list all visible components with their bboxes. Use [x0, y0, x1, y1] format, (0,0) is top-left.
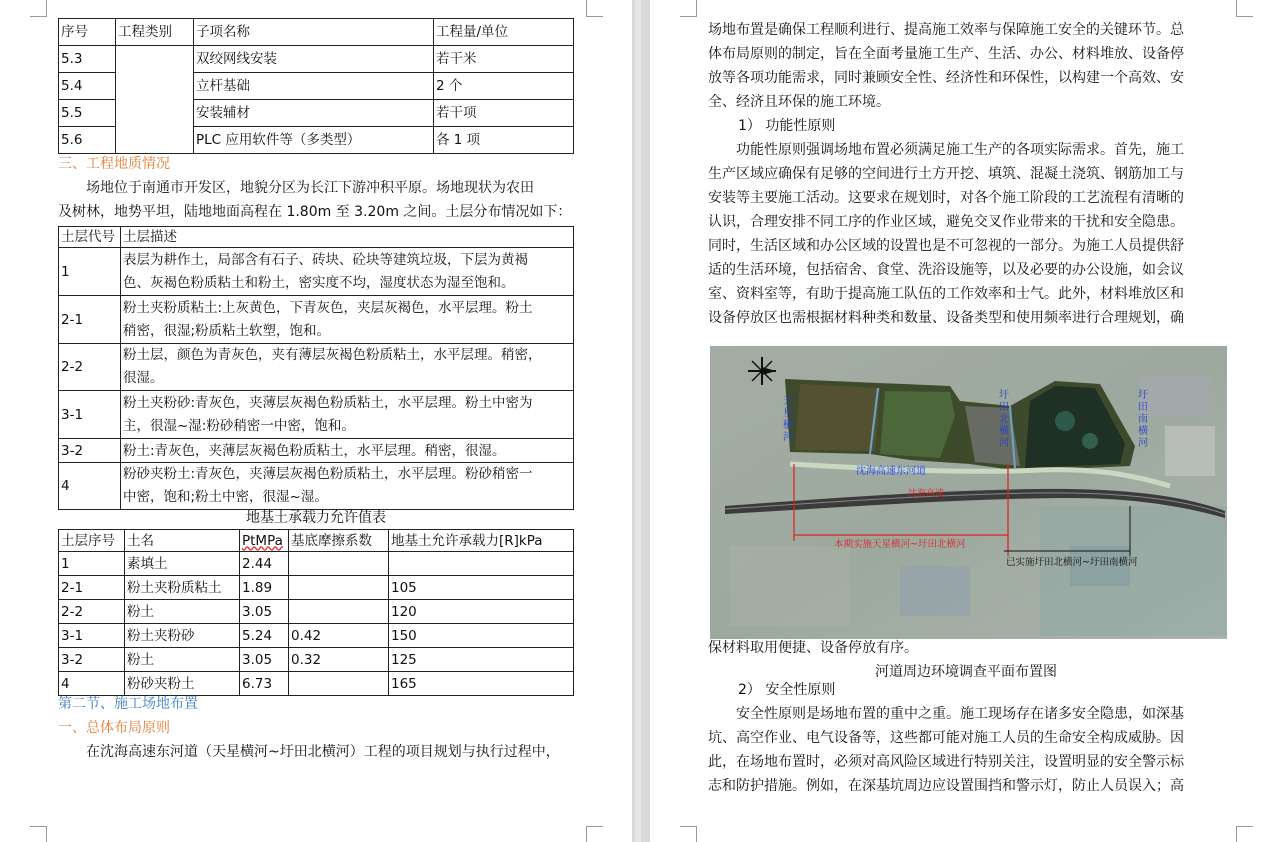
table-cell: 素填土	[125, 552, 240, 576]
soil-layer-table	[58, 226, 574, 510]
paragraph-line: 及树林，地势平坦，陆地地面高程在 1.80m 至 3.20m 之间。土层分布情况如下：	[58, 204, 572, 220]
table-cell: 1	[59, 552, 125, 576]
table-cell	[121, 391, 574, 439]
cell-line: 很湿。	[123, 370, 164, 386]
paragraph-line: 坑、高空作业、电气设备等，这些都可能对施工人员的生命安全构成威胁。因	[708, 730, 1184, 746]
table-cell	[289, 672, 389, 696]
table-header-row	[59, 19, 574, 46]
table-cell: 5.4	[59, 73, 116, 100]
table-cell: 2-2	[59, 600, 125, 624]
table-row	[59, 576, 574, 600]
table-cell: 双绞网线安装	[194, 46, 434, 73]
table-header-cell: 基底摩擦系数	[289, 530, 389, 552]
table-cell: 4	[59, 672, 125, 696]
table-cell: 0.42	[289, 624, 389, 648]
paragraph-line: 放等各项功能需求，同时兼顾安全性、经济性和环保性，以构建一个高效、安	[708, 70, 1184, 86]
table-header-cell: 土层描述	[121, 227, 574, 248]
paragraph-line: 在沈海高速东河道（天星横河~圩田北横河）工程的项目规划与执行过程中，	[86, 744, 560, 760]
page-corner-mark	[586, 0, 603, 17]
table-cell: 6.73	[240, 672, 289, 696]
table-cell	[289, 552, 389, 576]
table-header-cell: 土层序号	[59, 530, 125, 552]
table-row	[59, 439, 574, 463]
principle-heading-functional: 1） 功能性原则	[738, 118, 836, 134]
table-cell: 5.24	[240, 624, 289, 648]
paragraph-line: 生产区域应确保有足够的空间进行土方开挖、填筑、混凝土浇筑、钢筋加工与	[708, 166, 1184, 182]
table-cell: 150	[389, 624, 574, 648]
paragraph-line: 场地位于南通市开发区，地貌分区为长江下游冲积平原。场地现状为农田	[86, 180, 534, 196]
cell-line: 粉土:青灰色，夹薄层灰褐色粉质粘土，水平层理。稍密，很湿。	[123, 442, 506, 459]
table-cell: 3-2	[59, 648, 125, 672]
table-cell: 5.5	[59, 100, 116, 127]
cell-line: 表层为耕作土，局部含有石子、砖块、砼块等建筑垃圾，下层为黄褐	[123, 251, 528, 268]
paragraph-line: 室、资料室等，有助于提高施工队伍的工作效率和士气。此外，材料堆放区和	[708, 286, 1184, 302]
table-cell: 5.6	[59, 127, 116, 154]
paragraph-line: 安装等主要施工活动。这要求在规划时，对各个施工阶段的工艺流程有清晰的	[708, 190, 1184, 206]
table-cell: 若干项	[434, 100, 574, 127]
table-cell: 3-1	[59, 624, 125, 648]
table-cell: 0.32	[289, 648, 389, 672]
table-header-row	[59, 227, 574, 248]
principle-heading-safety: 2） 安全性原则	[738, 682, 836, 698]
document-page-right	[650, 0, 1282, 842]
map-label-weitian-north-river: 圩田北横河	[999, 390, 1009, 449]
table-header-cell: 序号	[59, 19, 116, 46]
page-corner-mark	[1236, 0, 1253, 17]
table-cell: 粉土	[125, 600, 240, 624]
map-label-completed-phase: 已实施圩田北横河~圩田南横河	[1006, 557, 1138, 568]
table-cell: 2-1	[59, 296, 121, 344]
table-cell: 1.89	[240, 576, 289, 600]
table-row	[59, 648, 574, 672]
table-cell: 3-2	[59, 439, 121, 463]
table-cell: PLC 应用软件等（多类型）	[194, 127, 434, 154]
paragraph-line: 适的生活环境，包括宿舍、食堂、洗浴设施等，以及必要的办公设施，如会议	[708, 262, 1184, 278]
table-cell	[389, 552, 574, 576]
geology-paragraph	[58, 176, 571, 224]
table-cell: 120	[389, 600, 574, 624]
subheading-general-principles: 一、总体布局原则	[58, 720, 170, 736]
table-header-cell: 土层代号	[59, 227, 121, 248]
map-label-current-phase: 本期实施天星横河~圩田北横河	[834, 539, 966, 550]
table-cell: 若干米	[434, 46, 574, 73]
safety-principle-paragraph	[708, 702, 1184, 798]
map-label-highway: 沈海高速	[908, 489, 945, 499]
paragraph-line: 功能性原则强调场地布置必须满足施工生产的各项实际需求。首先，施工	[736, 142, 1184, 158]
page-corner-mark	[30, 0, 47, 17]
table-cell: 2-1	[59, 576, 125, 600]
table-cell: 3-1	[59, 391, 121, 439]
table-caption: 地基土承载力允许值表	[246, 510, 386, 526]
figure-caption: 河道周边环境调查平面布置图	[875, 664, 1057, 680]
cell-line: 粉土夹粉质粘土:上灰黄色，下青灰色，夹层灰褐色，水平层理。粉土	[123, 299, 533, 316]
table-header-cell: 工程类别	[116, 19, 194, 46]
table-cell: 2-2	[59, 344, 121, 391]
table-cell-empty	[116, 46, 194, 154]
table-header-cell: 子项名称	[194, 19, 434, 46]
table-cell	[121, 248, 574, 296]
table-cell: 安装辅材	[194, 100, 434, 127]
functional-principle-paragraph	[708, 138, 1184, 330]
compass-icon	[748, 357, 776, 385]
table-cell: 2 个	[434, 73, 574, 100]
paragraph-line: 安全性原则是场地布置的重中之重。施工现场存在诸多安全隐患，如深基	[736, 706, 1184, 722]
paragraph-line: 体布局原则的制定，旨在全面考量施工生产、生活、办公、材料堆放、设备停	[708, 46, 1184, 62]
intro-paragraph	[708, 18, 1184, 114]
table-cell: 粉土	[125, 648, 240, 672]
table-header-row	[59, 530, 574, 552]
table-cell: 4	[59, 463, 121, 510]
table-cell	[121, 344, 574, 391]
table-cell	[121, 439, 574, 463]
paragraph-line: 此，在场地布置时，必须对高风险区域进行特别关注，设置明显的安全警示标	[708, 754, 1184, 770]
table-cell: 各 1 项	[434, 127, 574, 154]
table-cell: 125	[389, 648, 574, 672]
site-layout-satellite-map	[710, 346, 1227, 639]
bearing-capacity-table	[58, 529, 574, 696]
paragraph-line: 同时，生活区域和办公区域的设置也是不可忽视的一部分。为施工人员提供舒	[708, 238, 1184, 254]
table-cell: 165	[389, 672, 574, 696]
table-cell	[121, 463, 574, 510]
table-cell: 105	[389, 576, 574, 600]
cell-line: 主，很湿~湿:粉砂稍密一中密，饱和。	[123, 417, 355, 434]
paragraph-line: 保材料取用便捷、设备停放有序。	[708, 640, 918, 656]
cell-line: 粉土层，颜色为青灰色，夹有薄层灰褐色粉质粘土，水平层理。稍密，	[123, 347, 542, 363]
document-page-left	[0, 0, 632, 842]
table-cell	[289, 600, 389, 624]
table-row	[59, 296, 574, 344]
cell-line: 稍密，很湿;粉质粘土软塑，饱和。	[123, 322, 331, 339]
cell-line: 色、灰褐色粉质粘土和粉土，密实度不均，湿度状态为湿至饱和。	[123, 274, 515, 291]
table-header-cell: 工程量/单位	[434, 19, 574, 46]
table-cell: 粉土夹粉质粘土	[125, 576, 240, 600]
table-header-cell: PtMPa	[240, 530, 289, 552]
page-corner-mark	[30, 826, 47, 842]
table-row	[59, 344, 574, 391]
table-cell: 3.05	[240, 600, 289, 624]
engineering-items-table	[58, 18, 574, 154]
table-cell: 立杆基础	[194, 73, 434, 100]
table-row	[59, 463, 574, 510]
page-gutter	[632, 0, 650, 842]
section-heading-geology: 三、工程地质情况	[58, 156, 170, 172]
table-cell: 2.44	[240, 552, 289, 576]
cell-line: 粉土夹粉砂:青灰色，夹薄层灰褐色粉质粘土，水平层理。粉土中密为	[123, 394, 533, 411]
table-cell: 粉砂夹粉土	[125, 672, 240, 696]
map-label-channel: 沈海高速东河道	[856, 466, 926, 477]
page-corner-mark	[1236, 826, 1253, 842]
paragraph-line: 设备停放区也需根据材料种类和数量、设备类型和使用频率进行合理规划，确	[708, 310, 1184, 326]
table-row	[59, 248, 574, 296]
page-corner-mark	[680, 0, 697, 17]
page-corner-mark	[680, 826, 697, 842]
map-label-tianxing-river: 天星横河	[783, 396, 793, 443]
table-cell: 粉土夹粉砂	[125, 624, 240, 648]
table-row	[59, 391, 574, 439]
table-row	[59, 624, 574, 648]
paragraph-line: 认识，合理安排不同工序的作业区域，避免交叉作业带来的干扰和安全隐患。	[708, 214, 1184, 230]
table-row	[59, 552, 574, 576]
cell-line: 粉砂夹粉土:青灰色，夹薄层灰褐色粉质粘土，水平层理。粉砂稍密一	[123, 466, 533, 482]
paragraph-line: 全、经济且环保的施工环境。	[708, 94, 890, 110]
paragraph-line: 场地布置是确保工程顺利进行、提高施工效率与保障施工安全的关键环节。总	[708, 22, 1184, 38]
table-cell	[289, 576, 389, 600]
page-corner-mark	[586, 826, 603, 842]
table-cell: 5.3	[59, 46, 116, 73]
table-row	[59, 46, 574, 73]
paragraph-line: 志和防护措施。例如，在深基坑周边应设置围挡和警示灯，防止人员误入；高	[708, 778, 1184, 794]
table-cell: 3.05	[240, 648, 289, 672]
table-header-cell: 地基土允许承载力[R]kPa	[389, 530, 574, 552]
table-cell	[121, 296, 574, 344]
cell-line: 中密，饱和;粉土中密，很湿~湿。	[123, 489, 328, 505]
table-cell: 1	[59, 248, 121, 296]
table-header-cell: 土名	[125, 530, 240, 552]
section-heading-site-layout: 第二节、施工场地布置	[58, 696, 198, 712]
map-label-weitian-south-river: 圩田南横河	[1138, 390, 1148, 449]
table-row	[59, 600, 574, 624]
